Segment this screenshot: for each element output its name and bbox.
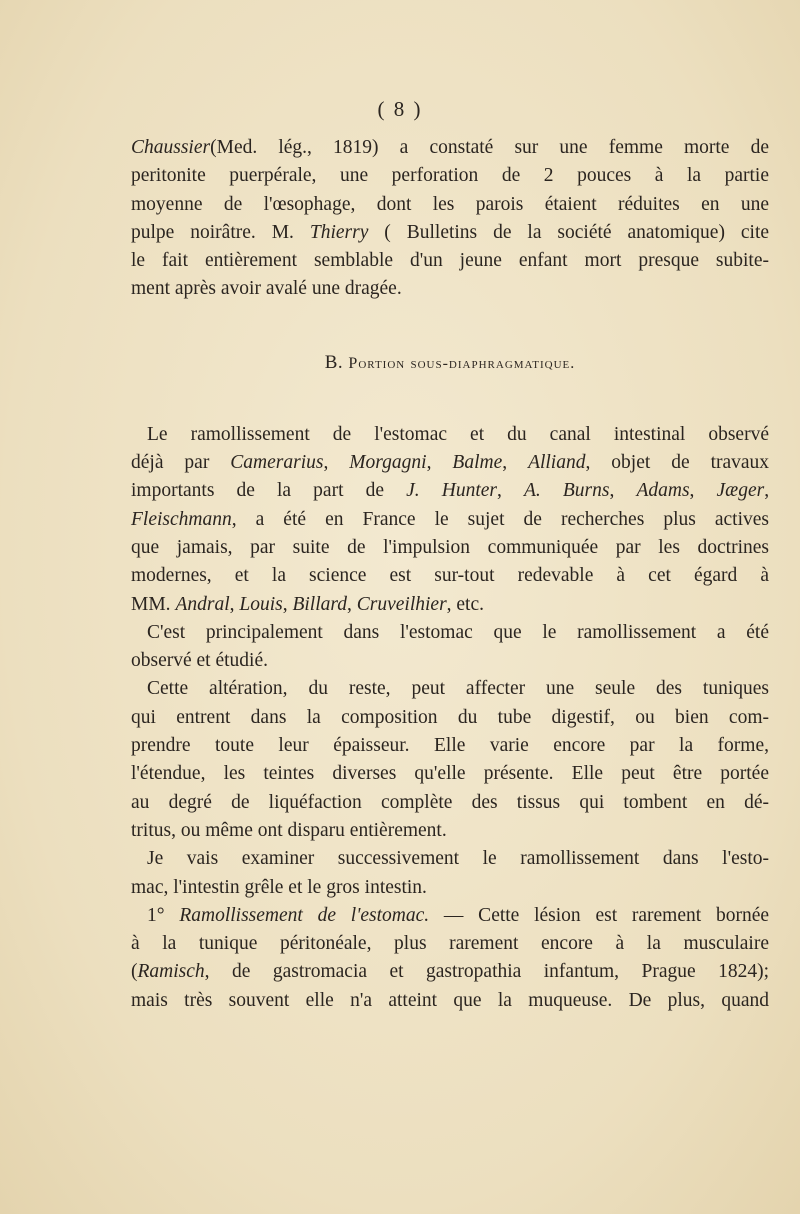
text-line: qui entrent dans la composition du tube digestif, ou bien com- (131, 706, 769, 728)
text-line: MM. Andral, Louis, Billard, Cruveilhier, etc. (131, 593, 485, 615)
text-line: que jamais, par suite de l'impulsion communiquée par les doctrines (131, 536, 769, 558)
body-text (131, 134, 769, 1015)
text-line: à la tunique péritonéale, plus rarement encore à la musculaire (131, 933, 769, 955)
text-line: mac, l'intestin grêle et le gros intestin. (131, 876, 427, 898)
text-line: l'étendue, les teintes diverses qu'elle présente. Elle peut être portée (131, 763, 769, 785)
text-line: prendre toute leur épaisseur. Elle varie encore par la forme, (131, 735, 769, 757)
text-line: mais très souvent elle n'a atteint que la muqueuse. De plus, quand (131, 989, 769, 1011)
text-line: ment après avoir avalé une dragée. (131, 278, 402, 300)
text-line: Fleischmann, a été en France le sujet de recherches plus actives (131, 508, 769, 530)
section-heading: B. Portion sous-diaphragmatique. (324, 351, 576, 373)
text-line: le fait entièrement semblable d'un jeune enfant mort presque subite- (131, 250, 769, 272)
text-line: observé et étudié. (131, 650, 268, 672)
text-line: peritonite puerpérale, une perforation de 2 pouces à la partie (131, 165, 769, 187)
text-line: Je vais examiner successivement le ramollissement dans l'esto- (147, 848, 769, 870)
text-line: tritus, ou même ont disparu entièrement. (131, 819, 447, 841)
text-line: déjà par Camerarius, Morgagni, Balme, Alliand, objet de travaux (131, 452, 770, 474)
text-line: importants de la part de J. Hunter, A. Burns, Adams, Jæger, (131, 480, 770, 502)
text-line: 1° Ramollissement de l'estomac. — Cette lésion est rarement bornée (147, 904, 769, 926)
text-line: Le ramollissement de l'estomac et du canal intestinal observé (147, 423, 769, 445)
text-line: Cette altération, du reste, peut affecter une seule des tuniques (147, 678, 769, 700)
text-line: Chaussier(Med. lég., 1819) a constaté sur une femme morte de (131, 137, 769, 158)
text-line: modernes, et la science est sur-tout redevable à cet égard à (131, 565, 769, 587)
text-line: au degré de liquéfaction complète des tissus qui tombent en dé- (131, 791, 769, 813)
text-line: (Ramisch, de gastromacia et gastropathia infantum, Prague 1824); (131, 961, 769, 983)
text-line: pulpe noirâtre. M. Thierry ( Bulletins de la société anatomique) cite (131, 221, 770, 243)
page-number: ( 8 ) (377, 97, 423, 121)
text-line: moyenne de l'œsophage, dont les parois étaient réduites en une (131, 193, 769, 215)
text-line: C'est principalement dans l'estomac que le ramollissement a été (147, 621, 769, 643)
